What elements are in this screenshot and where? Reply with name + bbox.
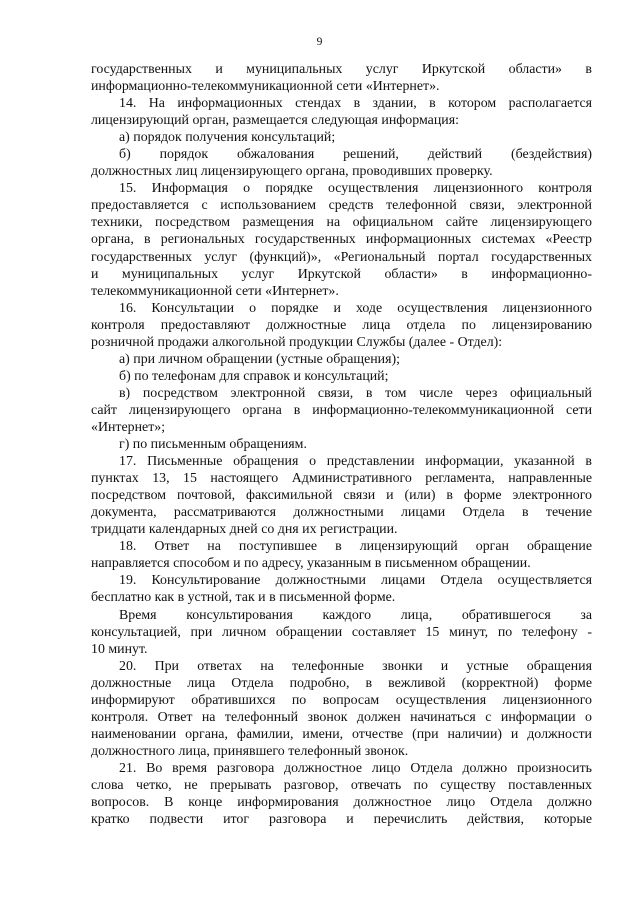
text-line: 16. Консультации о порядке и ходе осуществления лицензионного (119, 300, 592, 316)
paragraph (91, 385, 592, 436)
text-line: направляется способом и по адресу, указанным в письменном обращении. (91, 556, 531, 572)
text-line: документа, рассматриваются должностными лицами Отдела в течение (91, 505, 592, 521)
paragraph (91, 538, 592, 572)
paragraph (91, 760, 592, 828)
text-line: 20. При ответах на телефонные звонки и устные обращения (119, 658, 592, 674)
text-line: б) порядок обжалования решений, действий (бездействия) (119, 147, 592, 163)
text-line: б) по телефонам для справок и консультаций; (119, 368, 389, 384)
text-line: сайт лицензирующего органа в информационно-телекоммуникационной сети (91, 402, 592, 418)
text-line: а) порядок получения консультаций; (119, 130, 336, 146)
paragraph (91, 607, 592, 658)
page-number: 9 (316, 36, 323, 48)
text-line: «Интернет»; (91, 419, 166, 435)
text-line: техники, посредством размещения на официальном сайте лицензирующего (91, 215, 592, 231)
text-line: г) по письменным обращениям. (119, 437, 307, 453)
text-line: государственных и муниципальных услуг Иркутской области» в (91, 62, 592, 77)
text-line: вопросов. В конце информирования должностное лицо Отдела должно (91, 795, 592, 811)
text-line: 21. Во время разговора должностное лицо Отдела должно произносить (119, 760, 592, 776)
text-line: контроля предоставляют должностные лица отдела по лицензированию (91, 317, 592, 333)
text-line: слова четко, не прерывать разговор, отвечать по существу поставленных (91, 777, 592, 793)
text-line: тридцати календарных дней со дня их регистрации. (91, 522, 398, 538)
text-line: государственных услуг (функций)», «Региональный портал государственных (91, 249, 592, 265)
text-line: предоставляется с использованием средств телефонной связи, электронной (91, 198, 592, 214)
text-line: должностные лица Отдела подробно, в вежливой (корректной) форме (91, 675, 592, 691)
text-line: 14. На информационных стендах в здании, в котором располагается (119, 96, 592, 112)
text-line: должностного лица, принявшего телефонный звонок. (91, 743, 409, 759)
text-line: кратко подвести итог разговора и перечислить действия, которые (91, 812, 592, 828)
text-line: пунктах 13, 15 настоящего Административного регламента, направленные (91, 471, 592, 487)
text-line: телекоммуникационной сети «Интернет». (91, 283, 339, 299)
text-line: и муниципальных услуг Иркутской области» в информационно- (91, 266, 592, 282)
text-line: 18. Ответ на поступившее в лицензирующий орган обращение (119, 539, 592, 555)
text-line: в) посредством электронной связи, в том числе через официальный (119, 385, 592, 401)
paragraph (91, 180, 592, 299)
paragraph (91, 129, 592, 146)
document-body (91, 61, 592, 828)
text-line: бесплатно как в устной, так и в письменной форме. (91, 590, 396, 606)
text-line: информационно-телекоммуникационной сети «Интернет». (91, 79, 440, 95)
text-line: контроля. Ответ на телефонный звонок должен начинаться с информации о (91, 709, 592, 725)
text-line: консультацией, при личном обращении составляет 15 минут, по телефону - (91, 624, 592, 640)
text-line: наименовании органа, фамилии, имени, отчестве (при наличии) и должности (91, 726, 592, 742)
text-line: Время консультирования каждого лица, обратившегося за (119, 607, 592, 623)
paragraph (91, 658, 592, 760)
paragraph (91, 368, 592, 385)
text-line: 19. Консультирование должностными лицами Отдела осуществляется (119, 573, 592, 589)
paragraph (91, 95, 592, 129)
text-line: посредством почтовой, факсимильной связи и (или) в форме электронного (91, 488, 592, 504)
text-line: а) при личном обращении (устные обращения); (119, 351, 400, 367)
text-line: 10 минут. (91, 641, 148, 657)
text-line: органа, в региональных государственных информационных системах «Реестр (91, 232, 592, 248)
paragraph (91, 351, 592, 368)
paragraph (91, 61, 592, 95)
paragraph (91, 146, 592, 180)
text-line: должностных лиц лицензирующего органа, проводивших проверку. (91, 164, 493, 180)
paragraph (91, 572, 592, 606)
text-line: розничной продажи алкогольной продукции Службы (далее - Отдел): (91, 334, 503, 350)
text-line: лицензирующий орган, размещается следующая информация: (91, 113, 459, 129)
text-line: информируют обратившихся по вопросам осуществления лицензионного (91, 692, 592, 708)
text-line: 17. Письменные обращения о представлении информации, указанной в (119, 454, 592, 470)
text-line: 15. Информация о порядке осуществления лицензионного контроля (119, 181, 592, 197)
paragraph (91, 300, 592, 351)
paragraph (91, 436, 592, 453)
paragraph (91, 453, 592, 538)
